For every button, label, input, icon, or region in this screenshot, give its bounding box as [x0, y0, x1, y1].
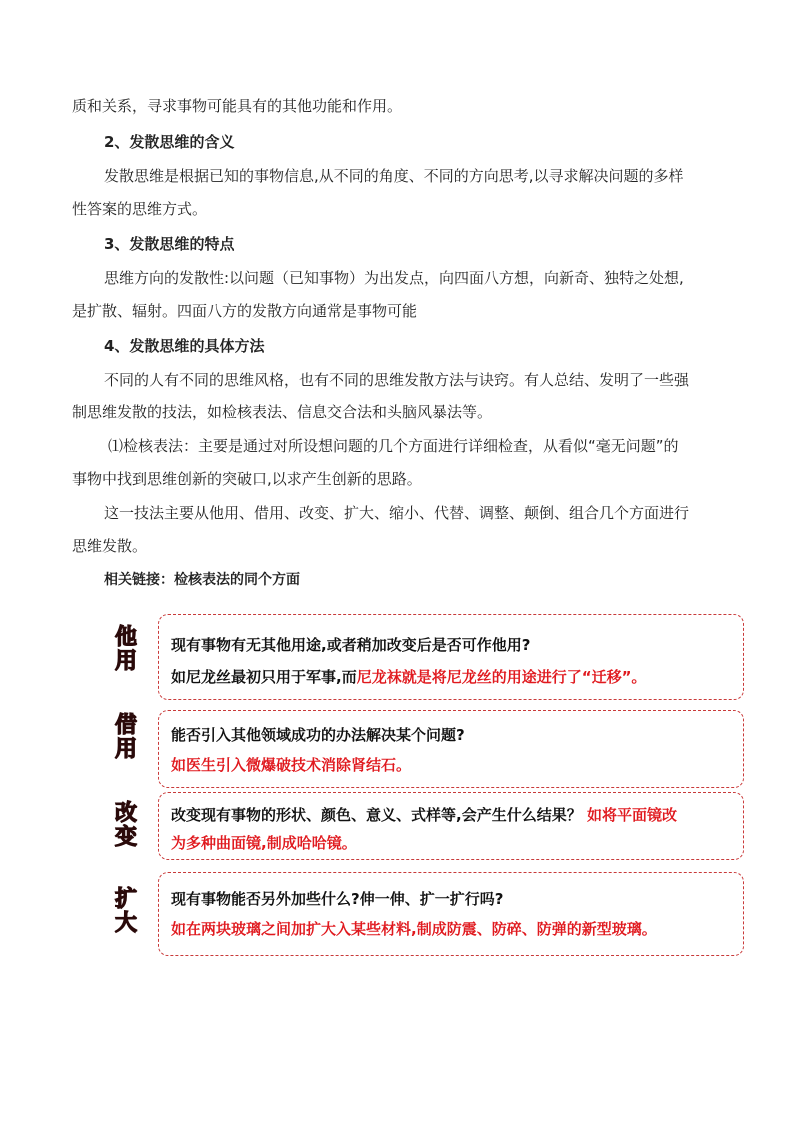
- paragraph-text: 这一技法主要从他用、借用、改变、扩大、缩小、代替、调整、颠倒、组合几个方面进行: [104, 504, 690, 522]
- checklist-box-other-use: [158, 614, 744, 700]
- tag-borrow: [112, 714, 140, 762]
- tag-change: [112, 802, 140, 850]
- paragraph-text: 是扩散、辐射。四面八方的发散方向通常是事物可能: [72, 302, 418, 320]
- example-highlight: 如将平面镜改: [586, 806, 677, 824]
- related-link-heading: 相关链接：检核表法的同个方面: [104, 572, 300, 588]
- box-question: 现有事物有无其他用途,或者稍加改变后是否可作他用?: [171, 636, 531, 654]
- example-lead: 如尼龙丝最初只用于军事,而: [171, 668, 357, 686]
- tag-char: 改: [114, 801, 137, 826]
- tag-char: 变: [114, 825, 137, 850]
- box-example: 如在两块玻璃之间加扩大入某些材料,制成防震、防碎、防弹的新型玻璃。: [171, 920, 657, 938]
- tag-char: 他: [114, 625, 137, 650]
- section-heading: 2、发散思维的含义: [104, 133, 235, 151]
- paragraph-text: 制思维发散的技法，如检核表法、信息交合法和头脑风暴法等。: [72, 403, 493, 421]
- paragraph-text: 质和关系，寻求事物可能具有的其他功能和作用。: [72, 97, 403, 115]
- box-question: [171, 805, 677, 825]
- tag-char: 大: [114, 911, 137, 936]
- tag-char: 用: [114, 737, 137, 762]
- box-example: 如医生引入微爆破技术消除肾结石。: [171, 756, 412, 774]
- paragraph-text: ⑴检核表法：主要是通过对所设想问题的几个方面进行详细检查，从看似“毫无问题”的: [108, 437, 679, 455]
- question-text: 改变现有事物的形状、颜色、意义、式样等,会产生什么结果？: [171, 806, 582, 824]
- checklist-box-expand: [158, 872, 744, 956]
- checklist-box-change: [158, 792, 744, 860]
- example-highlight: 尼龙袜就是将尼龙丝的用途进行了“迁移”。: [356, 668, 647, 686]
- box-example: [171, 667, 646, 687]
- paragraph-text: 发散思维是根据已知的事物信息,从不同的角度、不同的方向思考,以寻求解决问题的多样: [104, 167, 684, 185]
- paragraph-text: 思维发散。: [72, 537, 148, 555]
- section-heading: 3、发散思维的特点: [104, 235, 235, 253]
- paragraph-text: 事物中找到思维创新的突破口,以求产生创新的思路。: [72, 470, 422, 488]
- checklist-box-borrow: [158, 710, 744, 788]
- box-example: 为多种曲面镜,制成哈哈镜。: [171, 834, 357, 852]
- tag-char: 用: [114, 649, 137, 674]
- section-heading: 4、发散思维的具体方法: [104, 337, 265, 355]
- tag-char: 扩: [114, 887, 137, 912]
- box-question: 能否引入其他领域成功的办法解决某个问题?: [171, 726, 465, 744]
- paragraph-text: 性答案的思维方式。: [72, 200, 208, 218]
- paragraph-text: 思维方向的发散性:以问题（已知事物）为出发点，向四面八方想，向新奇、独特之处想,: [104, 269, 684, 287]
- tag-other-use: [112, 626, 140, 674]
- tag-expand: [112, 888, 140, 936]
- box-question: 现有事物能否另外加些什么?伸一伸、扩一扩行吗?: [171, 890, 504, 908]
- paragraph-text: 不同的人有不同的思维风格，也有不同的思维发散方法与诀窍。有人总结、发明了一些强: [104, 371, 690, 389]
- tag-char: 借: [114, 713, 137, 738]
